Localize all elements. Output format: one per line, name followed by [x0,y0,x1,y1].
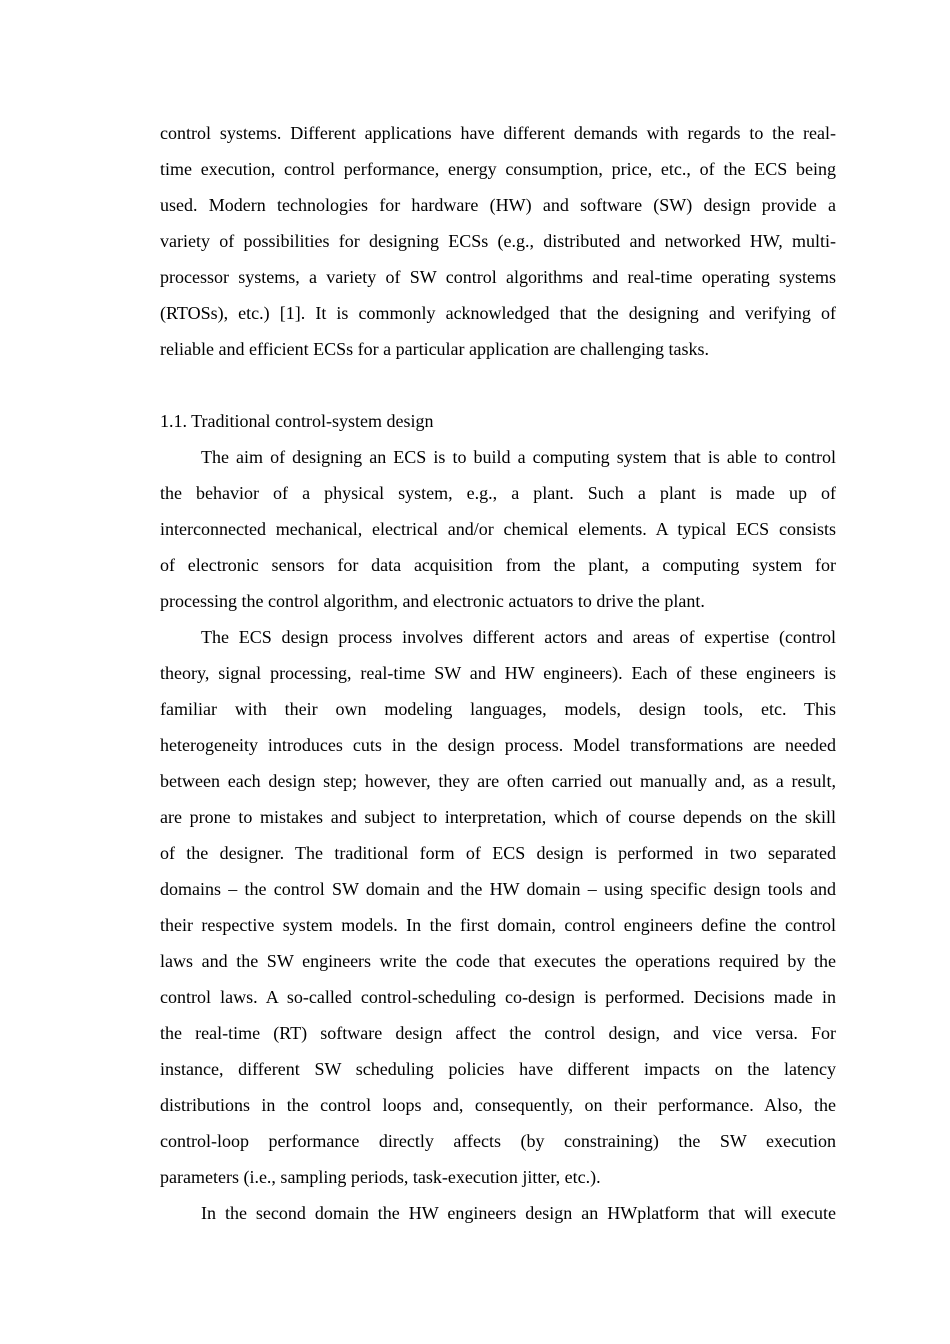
text-line: theory, signal processing, real-time SW and HW engineers). Each of these engineers is [160,663,836,683]
text-line: processing the control algorithm, and electronic actuators to drive the plant. [160,591,705,611]
text-line: control laws. A so-called control-scheduling co-design is performed. Decisions made in [160,987,836,1007]
text-line: parameters (i.e., sampling periods, task-execution jitter, etc.). [160,1167,601,1187]
section-heading: 1.1. Traditional control-system design [160,411,434,431]
text-line: reliable and efficient ECSs for a particular application are challenging tasks. [160,339,709,359]
text-line: In the second domain the HW engineers design an HWplatform that will execute [201,1203,836,1223]
text-line: distributions in the control loops and, consequently, on their performance. Also, the [160,1095,836,1115]
text-line: laws and the SW engineers write the code that executes the operations required by the [160,951,836,971]
text-line: of electronic sensors for data acquisition from the plant, a computing system for [160,555,836,575]
text-line: processor systems, a variety of SW control algorithms and real-time operating systems [160,267,836,287]
text-line: The aim of designing an ECS is to build a computing system that is able to control [201,447,836,467]
text-line: heterogeneity introduces cuts in the design process. Model transformations are needed [160,735,836,755]
text-line: The ECS design process involves different actors and areas of expertise (control [201,627,836,647]
text-line: control-loop performance directly affects (by constraining) the SW execution [160,1131,836,1151]
text-line: are prone to mistakes and subject to interpretation, which of course depends on the skill [160,807,836,827]
text-line: used. Modern technologies for hardware (HW) and software (SW) design provide a [160,195,836,215]
text-line: (RTOSs), etc.) [1]. It is commonly acknowledged that the designing and verifying of [160,303,836,323]
text-line: time execution, control performance, energy consumption, price, etc., of the ECS being [160,159,836,179]
text-line: control systems. Different applications have different demands with regards to the real- [160,123,836,143]
text-line: familiar with their own modeling languages, models, design tools, etc. This [160,699,836,719]
text-line: domains – the control SW domain and the HW domain – using specific design tools and [160,879,836,899]
text-line: between each design step; however, they are often carried out manually and, as a result, [160,771,836,791]
text-line: the behavior of a physical system, e.g., a plant. Such a plant is made up of [160,483,836,503]
text-line: variety of possibilities for designing ECSs (e.g., distributed and networked HW, multi- [160,231,836,251]
text-line: interconnected mechanical, electrical and/or chemical elements. A typical ECS consists [160,519,836,539]
text-line: instance, different SW scheduling policies have different impacts on the latency [160,1059,836,1079]
text-line: their respective system models. In the first domain, control engineers define the control [160,915,836,935]
text-line: the real-time (RT) software design affect the control design, and vice versa. For [160,1023,836,1043]
text-line: of the designer. The traditional form of ECS design is performed in two separated [160,843,836,863]
